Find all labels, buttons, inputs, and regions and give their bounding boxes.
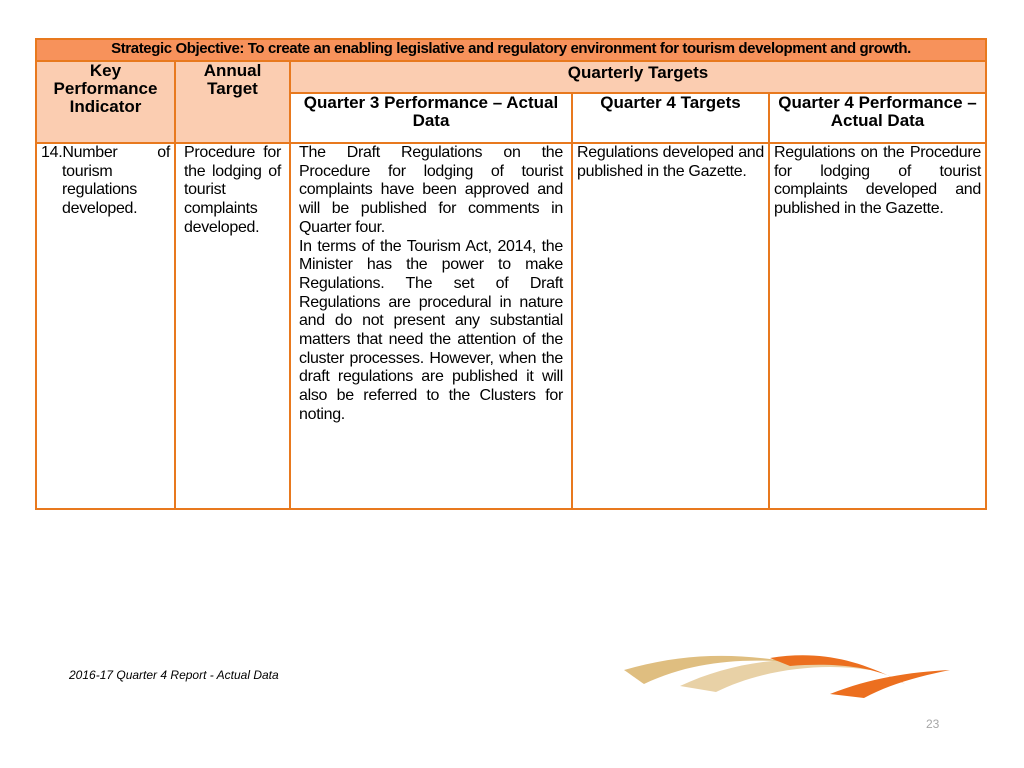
report-footer-label: 2016-17 Quarter 4 Report - Actual Data xyxy=(69,668,279,682)
page-number: 23 xyxy=(926,717,940,731)
header-quarterly-targets: Quarterly Targets xyxy=(290,61,986,93)
q3-performance-paragraph-1: The Draft Regulations on the Procedure for lodging of tourist complaints have been approved and will be published for comments in Quarter four. xyxy=(299,144,563,236)
header-q4-targets: Quarter 4 Targets xyxy=(572,93,769,143)
performance-table xyxy=(35,38,987,510)
header-annual-target: Annual Target xyxy=(175,61,290,143)
header-q4-performance: Quarter 4 Performance – Actual Data xyxy=(769,93,986,143)
header-q3-performance: Quarter 3 Performance – Actual Data xyxy=(290,93,572,143)
kpi-text: tourism regulations developed. xyxy=(62,162,138,218)
q3-performance-cell xyxy=(290,143,572,509)
header-kpi: Key Performance Indicator xyxy=(36,61,175,143)
swoosh-logo-icon xyxy=(620,648,955,702)
q4-targets-cell: Regulations developed and published in the Gazette. xyxy=(572,143,769,509)
annual-target-cell: Procedure for the lodging of tourist complaints developed. xyxy=(175,143,290,509)
kpi-number: 14.Number of xyxy=(41,144,170,161)
table-row xyxy=(36,143,986,509)
objective-row xyxy=(36,39,986,61)
kpi-cell xyxy=(36,143,175,509)
q3-performance-paragraph-2: In terms of the Tourism Act, 2014, the Minister has the power to make Regulations. The set of Draft Regulations are procedural in nature and do not present any substantial matters that need the attention of the cluster processes. However, when the draft regulations are published it will also be referred to the Clusters for noting. xyxy=(299,237,563,423)
q4-performance-cell: Regulations on the Procedure for lodging of tourist complaints developed and published in the Gazette. xyxy=(769,143,986,509)
header-row-1 xyxy=(36,61,986,93)
strategic-objective: Strategic Objective: To create an enabling legislative and regulatory environment for tourism development and growth. xyxy=(36,39,986,61)
